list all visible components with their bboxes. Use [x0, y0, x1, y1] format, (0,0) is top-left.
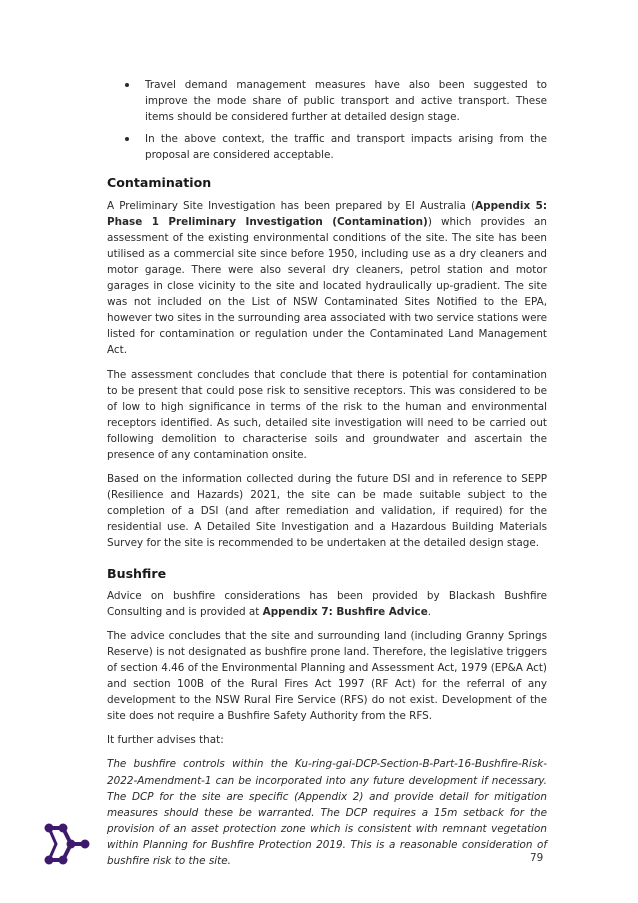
bushfire-heading: Bushfire	[107, 565, 167, 581]
contamination-heading: Contamination	[107, 175, 212, 191]
bullet-item	[107, 131, 547, 163]
appendix-reference: Appendix 7: Bushfire Advice	[262, 605, 428, 618]
page-number: 79	[530, 852, 544, 864]
text-run: .	[427, 605, 432, 618]
brand-chain-logo-icon	[44, 823, 90, 865]
bushfire-paragraph-2: The advice concludes that the site and surrounding land (including Granny Springs Reserve) is not designated as bushfire prone land. Therefore, the legislative triggers of section 4.46 of the Environmental Planning and Assessment Act, 1979 (EP&A Act) and section 100B of the Rural Fires Act 1997 (RF Act) for the referral of any development to the NSW Rural Fire Service (RFS) do not exist. Development of the site does not require a Bushfire Safety Authority from the RFS.	[107, 629, 547, 723]
bullet-dot-icon	[125, 137, 129, 141]
text-run: Advice on bushfire considerations has been provided by Blackash Bushfire Consulting and is provided at	[107, 589, 547, 618]
text-run: ) which provides an assessment of the existing environmental conditions of the site. The site has been utilised as a commercial site since before 1950, including use as a dry cleaners and motor garage. There were also several dry cleaners, petrol station and motor garages in close vicinity to the site and located hydraulically up-gradient. The site was not included on the List of NSW Contaminated Sites Notified to the EPA, however two sites in the surrounding area associated with two service stations were listed for contamination or regulation under the Contaminated Land Management Act.	[107, 215, 548, 357]
contamination-paragraph-2: The assessment concludes that conclude that there is potential for contamination to be present that could pose risk to sensitive receptors. This was considered to be of low to high significance in terms of the risk to the human and environmental receptors identified. As such, detailed site investigation will need to be carried out following demolition to characterise soils and groundwater and ascertain the presence of any contamination onsite.	[107, 368, 547, 461]
document-body	[107, 77, 547, 877]
appendix-reference: Appendix 5: Phase 1 Preliminary Investigation (Contamination)	[107, 199, 547, 228]
bushfire-paragraph-1	[107, 588, 547, 620]
bullet-text: Travel demand management measures have also been suggested to improve the mode share of public transport and active transport. These items should be considered further at detailed design stage.	[145, 79, 547, 124]
bullet-list	[107, 77, 547, 163]
bushfire-paragraph-3: It further advises that:	[107, 734, 224, 747]
bushfire-quote: The bushfire controls within the Ku-ring-gai-DCP-Section-B-Part-16-Bushfire-Risk-2022-Amendment-1 can be incorporated into any future development if necessary. The DCP for the site are specific (Appendix 2) and provide detail for mitigation measures should these be warranted. The DCP requires a 15m setback for the provision of an asset protection zone which is consistent with remnant vegetation within Planning for Bushfire Protection 2019. This is a reasonable consideration of bushfire risk to the site.	[107, 758, 547, 868]
contamination-paragraph-1	[107, 198, 547, 359]
bullet-dot-icon	[125, 83, 129, 87]
contamination-paragraph-3: Based on the information collected during the future DSI and in reference to SEPP (Resilience and Hazards) 2021, the site can be made suitable subject to the completion of a DSI (and after remediation and validation, if required) for the residential use. A Detailed Site Investigation and a Hazardous Building Materials Survey for the site is recommended to be undertaken at the detailed design stage.	[107, 473, 547, 550]
bullet-item	[107, 77, 547, 125]
text-run: A Preliminary Site Investigation has been prepared by EI Australia (	[107, 199, 476, 212]
bullet-text: In the above context, the traffic and transport impacts arising from the proposal are considered acceptable.	[145, 133, 547, 162]
